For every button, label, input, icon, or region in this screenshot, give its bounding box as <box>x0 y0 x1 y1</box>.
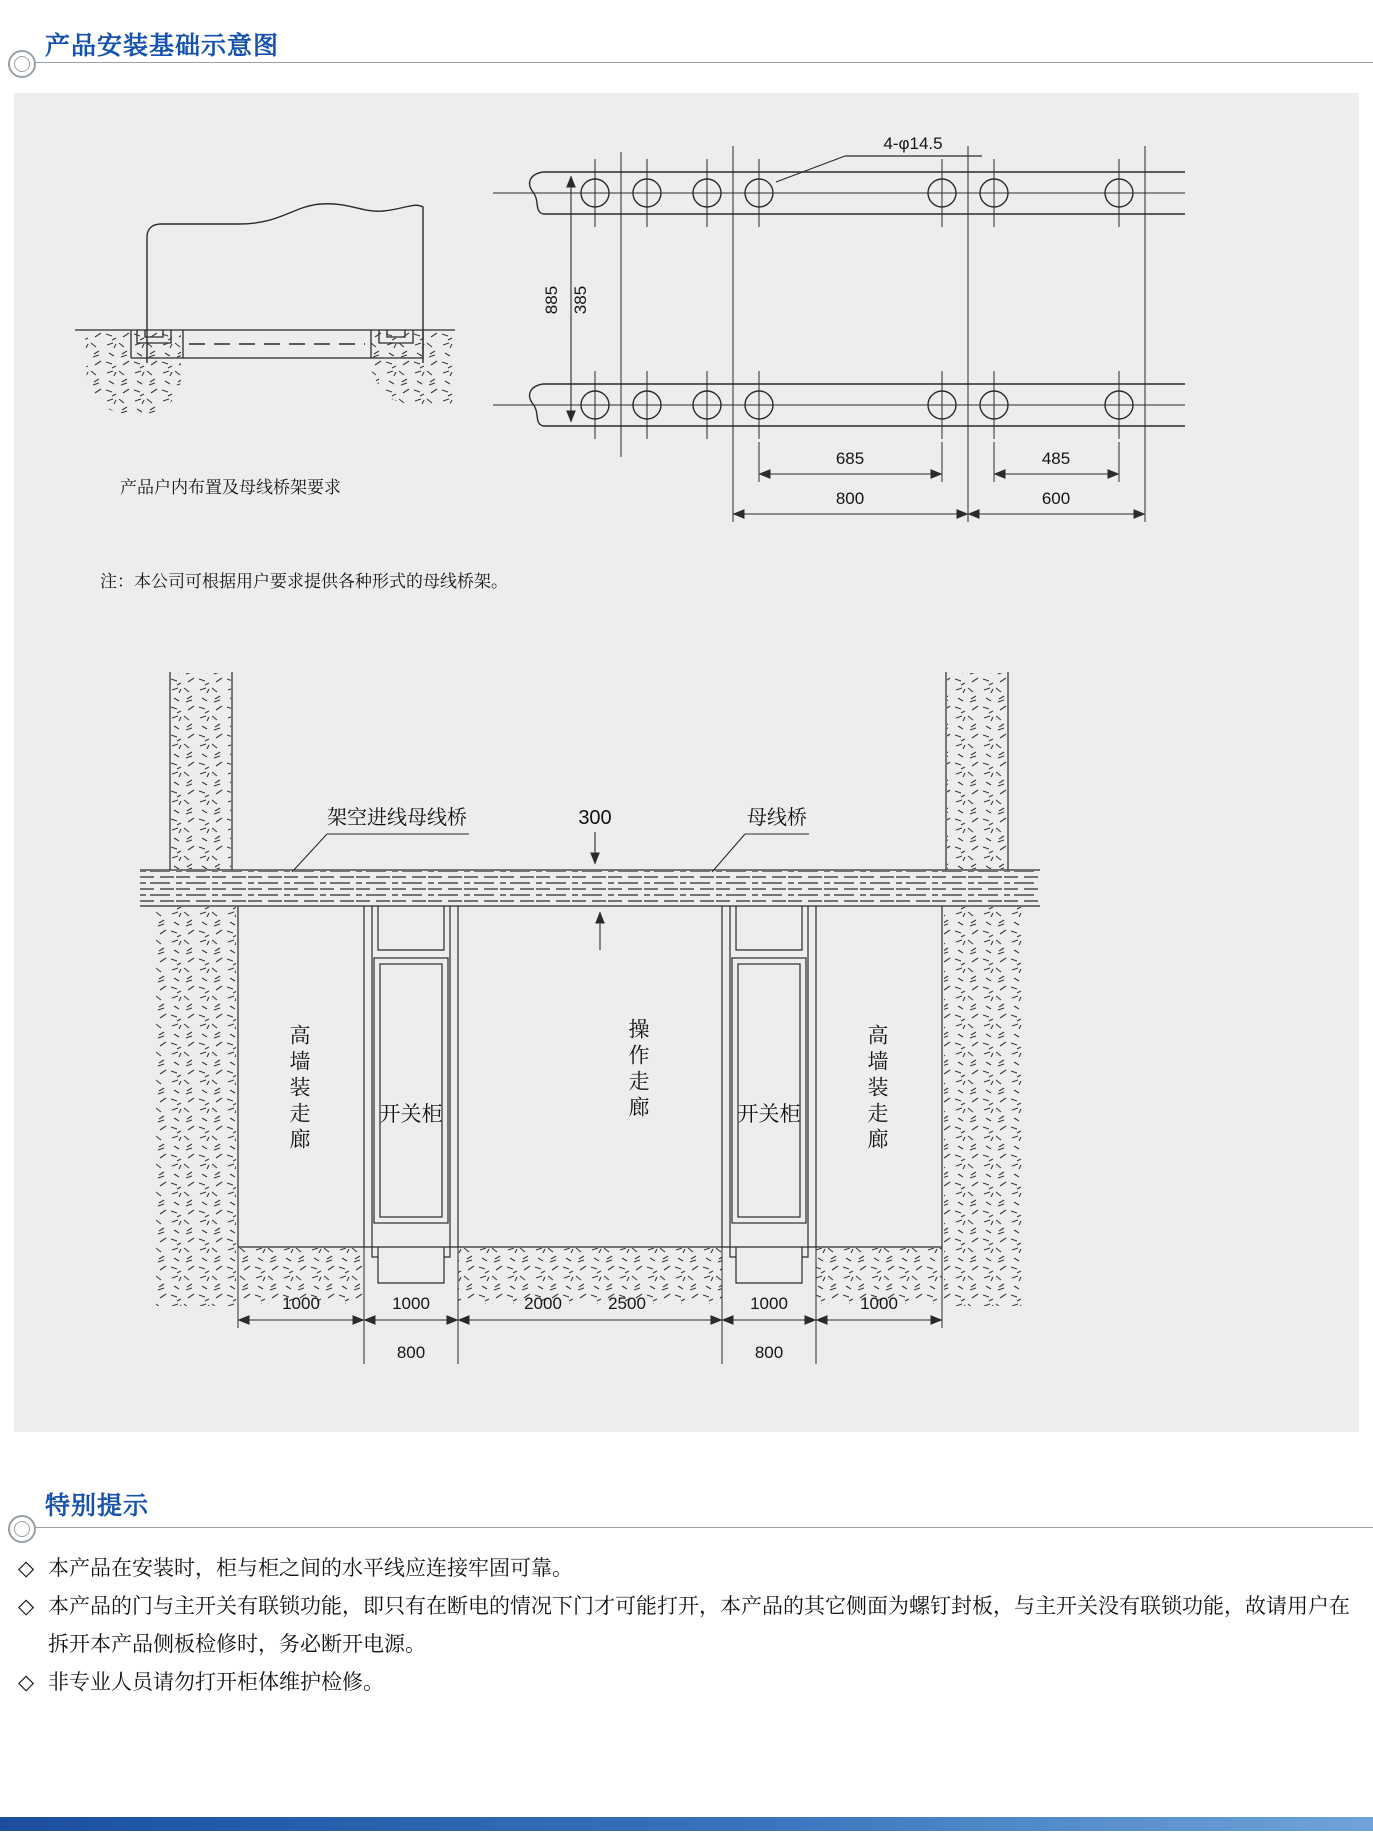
dim-485: 485 <box>1041 449 1071 468</box>
dim-1000-a: 1000 <box>282 1294 320 1313</box>
plan-caption: 产品户内布置及母线桥架要求 <box>120 478 341 497</box>
bridge-label: 母线桥 <box>747 807 807 829</box>
section-rule-tips <box>34 1527 1373 1528</box>
layout-diagram-svg <box>140 658 1040 1373</box>
rails <box>530 172 1185 426</box>
diamond-bullet-icon: ◇ <box>18 1671 35 1694</box>
right-cabinet-bay <box>722 906 816 1283</box>
dim-385: 385 <box>571 285 590 315</box>
tip-item <box>18 1588 1363 1664</box>
foundation-section-drawing <box>75 145 455 435</box>
dim-2500: 2500 <box>608 1294 646 1313</box>
dim-1000-d: 1000 <box>860 1294 898 1313</box>
dim-600: 600 <box>1041 489 1071 508</box>
dim-1000-c: 1000 <box>750 1294 788 1313</box>
floor <box>238 1247 942 1304</box>
right-corridor-label: 高墙装走廊 <box>865 1024 888 1154</box>
tips-list <box>18 1550 1363 1702</box>
tip-item <box>18 1664 1363 1702</box>
tip-text: 本产品在安装时，柜与柜之间的水平线应连接牢固可靠。 <box>48 1557 573 1580</box>
leader-bridge <box>712 806 809 872</box>
layout-diagram <box>140 658 1040 1373</box>
bolt-holes <box>581 179 1133 419</box>
note-text: 注：本公司可根据用户要求提供各种形式的母线桥架。 <box>100 572 508 591</box>
section-ring-icon <box>8 50 36 78</box>
tip-item <box>18 1550 1363 1588</box>
dim-1000-b: 1000 <box>392 1294 430 1313</box>
tip-text: 本产品的门与主开关有联锁功能，即只有在断电的情况下门才可能打开，本产品的其它侧面为螺钉封板，与主开关没有联锁功能，故请用户在拆开本产品侧板检修时，务必断开电源。 <box>48 1595 1350 1656</box>
dim-2000: 2000 <box>524 1294 562 1313</box>
vertical-dimension <box>542 176 590 422</box>
dim-800-left: 800 <box>396 1343 426 1362</box>
footer-bar <box>0 1817 1373 1831</box>
bottom-dimensions <box>733 442 1145 514</box>
dim-685: 685 <box>835 449 865 468</box>
walls-above-band <box>170 672 1008 870</box>
hole-callout-label: 4-φ14.5 <box>883 134 943 153</box>
section-ring-icon-tips <box>8 1515 36 1543</box>
plan-view-drawing <box>485 122 1185 552</box>
leader-overhead-bridge <box>292 806 469 872</box>
bus-bridge-band-hatch <box>140 871 1040 905</box>
concrete-speckle-left <box>85 331 181 415</box>
right-cabinet-label: 开关柜 <box>737 1103 801 1126</box>
dim-800-right: 800 <box>754 1343 784 1362</box>
dim-885: 885 <box>542 285 561 315</box>
overhead-bridge-label: 架空进线母线桥 <box>327 807 467 829</box>
dim-800: 800 <box>835 489 865 508</box>
hole-callout <box>776 134 982 182</box>
diamond-bullet-icon: ◇ <box>18 1557 35 1580</box>
operation-corridor-label: 操作走廊 <box>626 1018 649 1122</box>
diamond-bullet-icon: ◇ <box>18 1595 35 1618</box>
dim-300: 300 <box>578 807 612 829</box>
section-title-install: 产品安装基础示意图 <box>45 32 280 60</box>
left-cabinet-bay <box>364 906 458 1283</box>
concrete-speckle-right <box>369 331 453 406</box>
section-rule <box>34 62 1373 63</box>
tip-text: 非专业人员请勿打开柜体维护检修。 <box>48 1671 384 1694</box>
left-cabinet-label: 开关柜 <box>379 1103 443 1126</box>
drawing-panel <box>14 93 1359 1432</box>
left-corridor-label: 高墙装走廊 <box>287 1024 310 1154</box>
section-title-tips: 特别提示 <box>45 1492 150 1520</box>
